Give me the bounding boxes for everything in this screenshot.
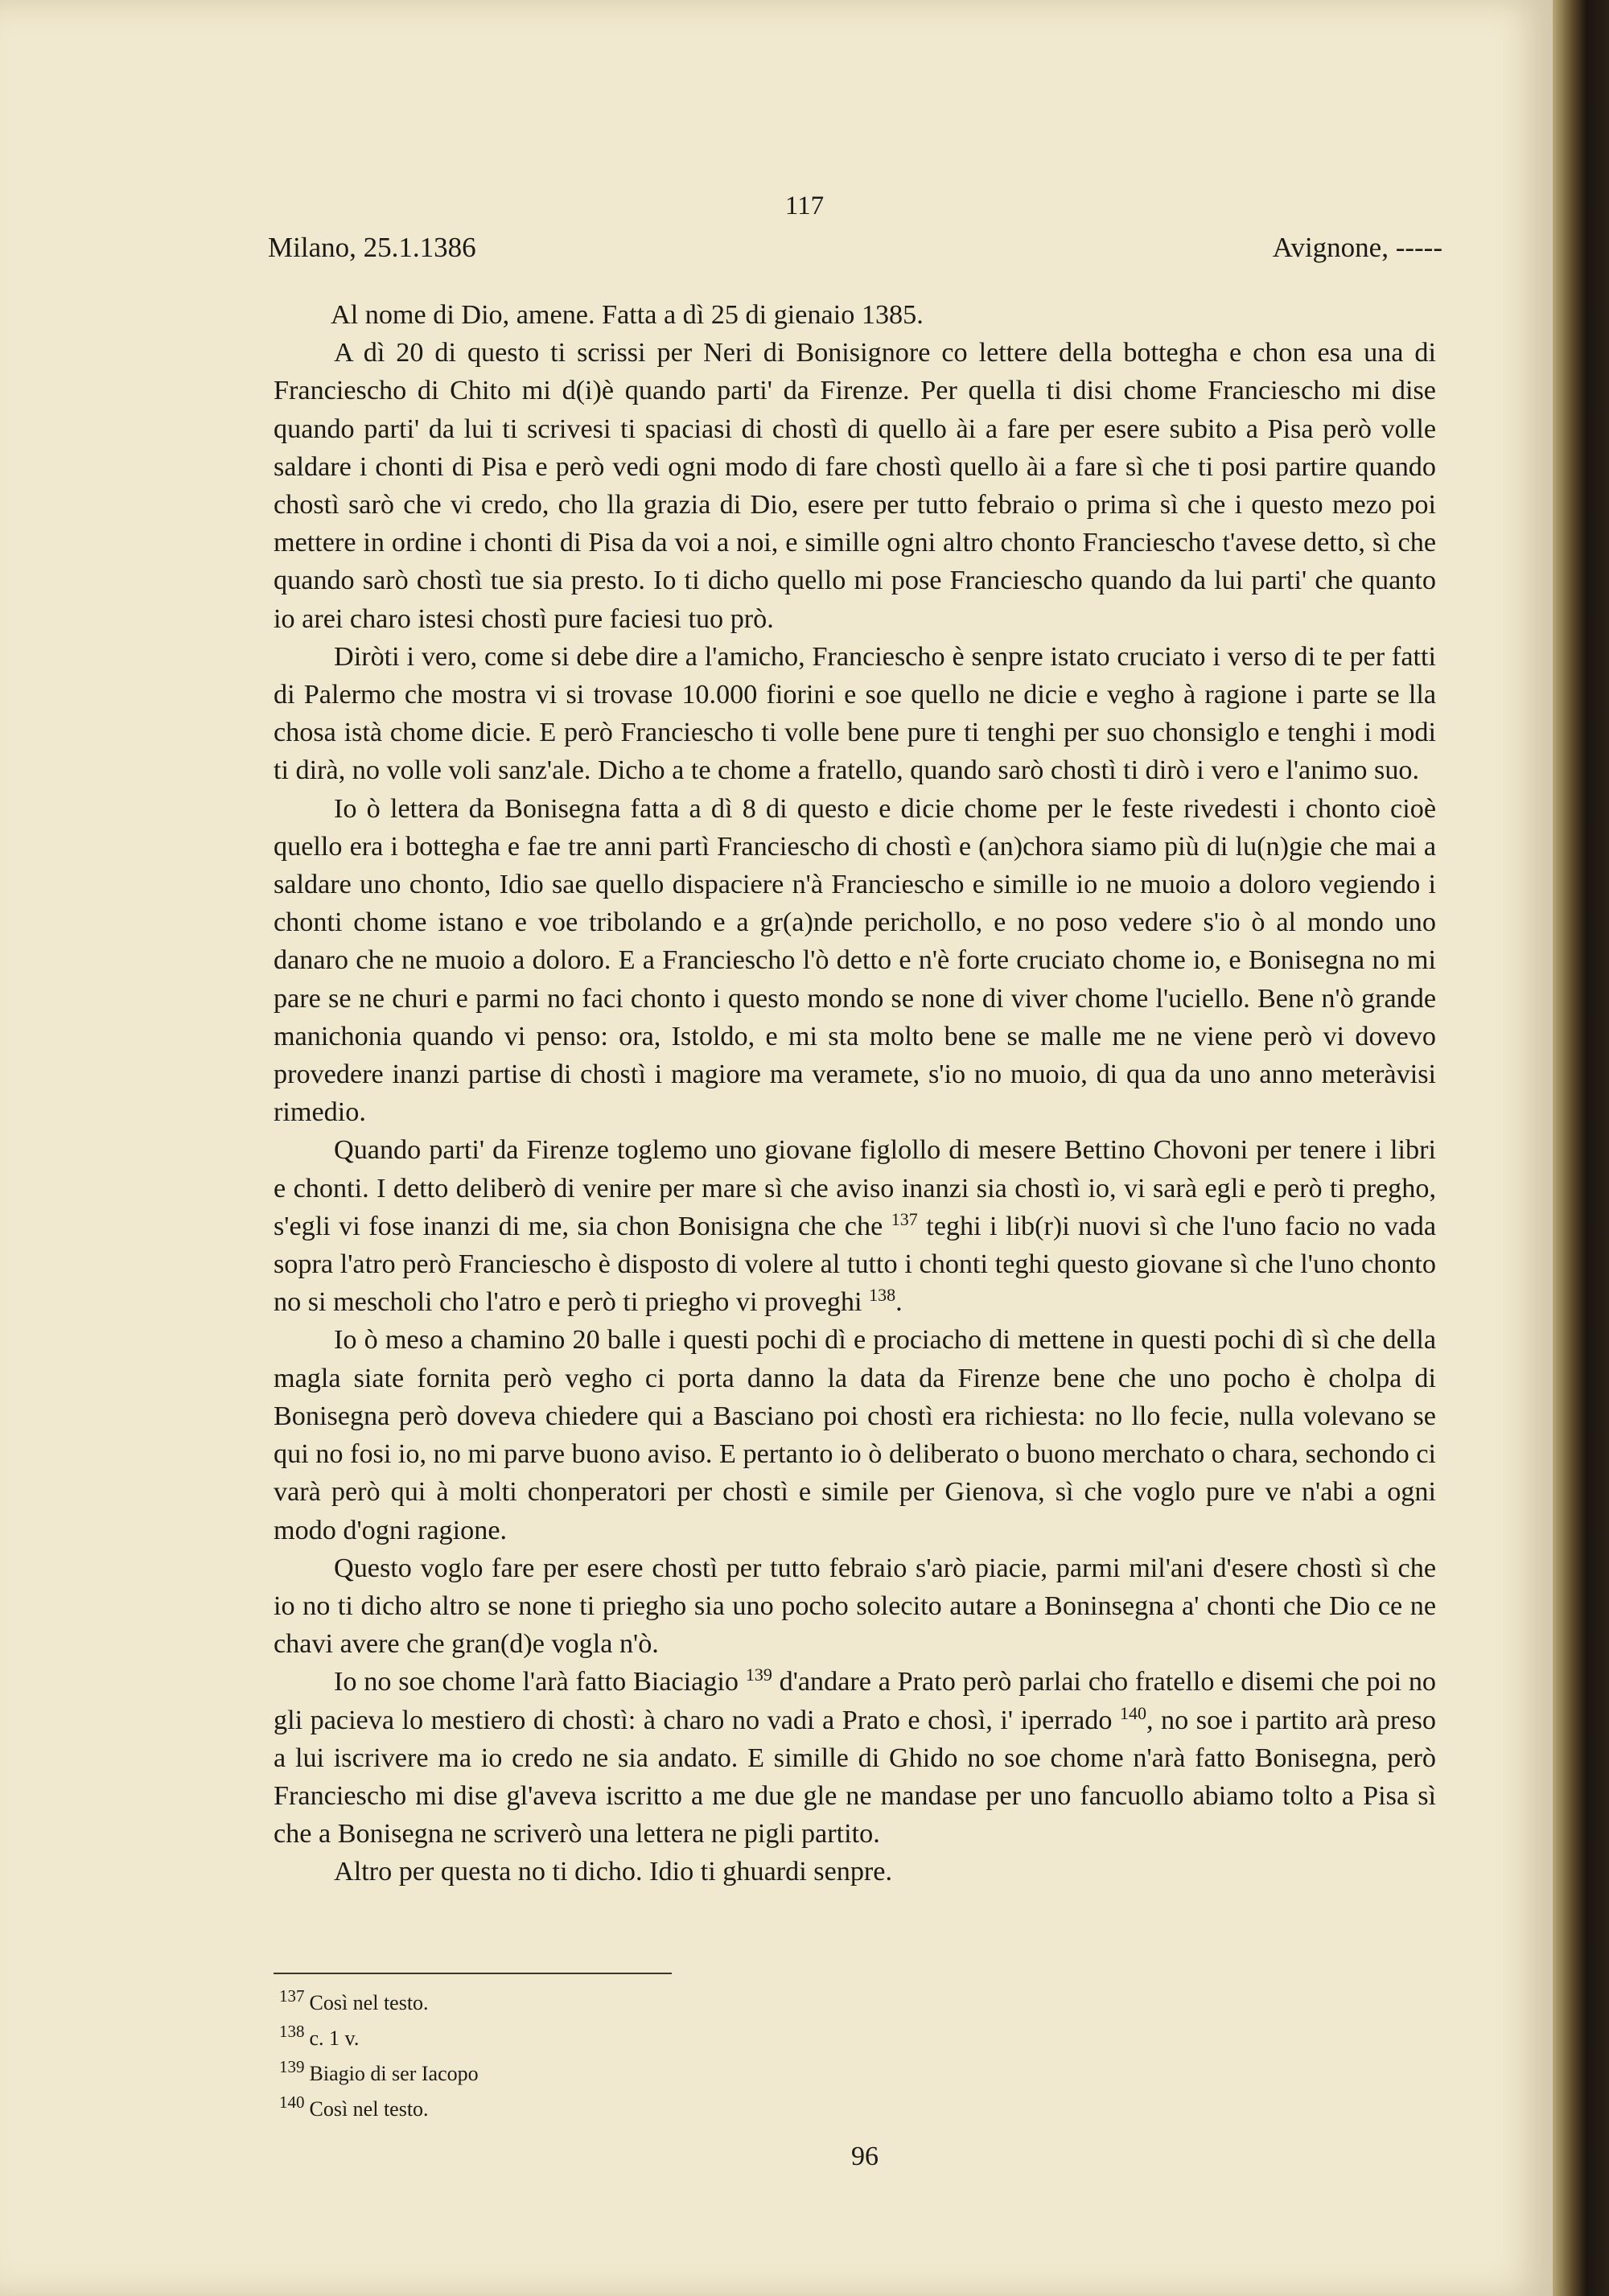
footnote-number: 138	[279, 2022, 305, 2041]
footnote-divider	[274, 1973, 672, 1974]
paragraph: Io ò lettera da Bonisegna fatta a dì 8 di questo e dicie chome per le feste rivedesti i chonto cioè quello era i bottegha e fae tre anni partì Franciescho di chostì e (an)chora siamo più di lu(n)gie che mai a saldare uno chonto, Idio sae quello dispaciere n'à Franciescho e simille io ne muoio a doloro vegiendo i chonti chome istano e voe tribolando e a gr(a)nde perichollo, e no poso vedere s'io ò al mondo uno danaro che ne muoio a doloro. E a Franciescho l'ò detto e n'è forte cruciato chome io, e Bonisegna no mi pare se ne churi e parmi no faci chonto i questo mondo se none di viver chome l'uciello. Bene n'ò grande manichonia quando vi penso: ora, Istoldo, e mi sta molto bene se malle me ne viene però vi dovevo provedere inanzi partise di chostì i magiore ma veramete, s'io no muoio, di qua da uno anno meteràvisi rimedio.	[274, 793, 1436, 1128]
paragraph-text: Io no soe chome l'arà fatto Biaciagio	[334, 1667, 739, 1697]
footnote-ref: 138	[869, 1285, 896, 1306]
footnote-text: Biagio di ser Iacopo	[309, 2062, 479, 2085]
paragraph-text: .	[895, 1287, 903, 1318]
paragraph: Io ò meso a chamino 20 balle i questi pochi dì e prociacho di mettene in questi pochi dì sì che della magla siate fornita però vegho ci porta danno la data da Firenze bene che uno pocho è cholpa di Bonisegna però doveva chiedere qui a Basciano poi chostì era richiesta: no llo fecie, nulla volevano se qui no fosi io, no mi parve buono aviso. E pertanto io ò deliberato o buono merchato o chara, sechondo ci varà però qui à molti chonperatori per chostì e simile per Gienova, sì che voglo pure ve n'abi a ogni modo d'ogni ragione.	[274, 1325, 1436, 1545]
footnote-ref: 137	[891, 1208, 918, 1229]
book-spine-edge	[1553, 0, 1609, 2296]
letter-body	[274, 296, 1436, 1891]
footnote-number: 137	[279, 1986, 305, 2006]
footnote-ref: 139	[745, 1664, 772, 1685]
footnote	[279, 2021, 479, 2056]
paragraph: A dì 20 di questo ti scrissi per Neri di Bonisignore co lettere della bottegha e chon esa una di Franciescho di Chito mi d(i)è quando parti' da Firenze. Per quella ti disi chome Franciescho mi dise quando parti' da lui ti scrivesi ti spaciasi di chostì di quello ài a fare per esere subito a Pisa però volle saldare i chonti di Pisa e però vedi ogni modo di fare chostì quello ài a fare sì che ti posi partire quando chostì sarò che vi credo, cho lla grazia di Dio, esere per tutto febraio o prima sì che i questo mezo poi mettere in ordine i chonti di Pisa da voi a noi, e simille ogni altro chonto Franciescho t'avese detto, sì che quando sarò chostì tue sia presto. Io ti dicho quello mi pose Franciescho quando da lui parti' che quanto io arei charo istesi chostì pure faciesi tuo prò.	[274, 338, 1436, 634]
footnotes	[279, 1985, 479, 2127]
footnote-ref: 140	[1119, 1702, 1146, 1723]
paragraph	[274, 1131, 1436, 1321]
page-number: 96	[851, 2142, 879, 2171]
paragraph: Diròti i vero, come si debe dire a l'amicho, Franciescho è senpre istato cruciato i verso di te per fatti di Palermo che mostra vi si trovase 10.000 fiorini e soe quello ne dicie e vegho à ragione i parte se lla chosa istà chome dicie. E però Franciescho ti volle bene pure ti tenghi per suo chonsiglo e tenghi i modi ti dirà, no volle voli sanz'ale. Dicho a te chome a fratello, quando sarò chostì ti dirò i vero e l'animo suo.	[274, 641, 1436, 786]
footnote-number: 140	[279, 2092, 305, 2112]
paragraph-text: teghi i lib(r)i nuovi sì che l'uno facio no vada sopra l'atro però Franciescho è disposto di volere al tutto i chonti teghi questo giovane sì che l'uno chonto no si mescholi cho l'atro e però ti priegho vi proveghi	[274, 1211, 1437, 1318]
letter-number: 117	[784, 191, 825, 220]
place-date: Milano, 25.1.1386	[268, 232, 476, 263]
footnote	[279, 2056, 479, 2092]
paragraph-text: , no soe i partito arà preso a lui iscrivere ma io credo ne sia andato. E simille di Ghido no soe chome n'arà fatto Bonisegna, però Franciescho mi dise gl'aveva iscritto a me due gle ne mandase per uno fancuollo abiamo tolto a Pisa sì che a Bonisegna ne scriverò una lettera ne pigli partito.	[274, 1705, 1436, 1850]
salutation: Al nome di Dio, amene. Fatta a dì 25 di gienaio 1385.	[331, 300, 924, 330]
paragraph-text: d'andare a Prato però parlai cho fratello e disemi che poi no gli pacieva lo mestiero di chostì: à charo no vadi a Prato e chosì, i' iperrado	[274, 1667, 1437, 1735]
paragraph	[274, 1663, 1436, 1853]
paragraph-text: Quando parti' da Firenze toglemo uno giovane figlollo di mesere Bettino Chovoni per tenere i libri e chonti. I detto deliberò di venire per mare sì che aviso inanzi sia chostì io, vi sarà egli e però ti pregho, s'egli vi fose inanzi di me, sia chon Bonisigna che che	[274, 1135, 1436, 1241]
footnote-text: c. 1 v.	[309, 2026, 360, 2050]
footnote	[279, 1985, 479, 2021]
footnote-text: Così nel testo.	[309, 1991, 429, 2014]
closing-line: Altro per questa no ti dicho. Idio ti ghuardi senpre.	[334, 1857, 893, 1887]
footnote-text: Così nel testo.	[309, 2097, 429, 2121]
letter-header	[268, 232, 1442, 264]
destination: Avignone, -----	[1272, 232, 1442, 263]
footnote-number: 139	[279, 2057, 305, 2076]
paragraph: Questo voglo fare per esere chostì per tutto febraio s'arò piacie, parmi mil'ani d'esere chostì sì che io no ti dicho altro se none ti priegho sia uno pocho solecito autare a Boninsegna a' chonti che Dio ce ne chavi avere che gran(d)e vogla n'ò.	[274, 1553, 1436, 1660]
footnote	[279, 2092, 479, 2127]
